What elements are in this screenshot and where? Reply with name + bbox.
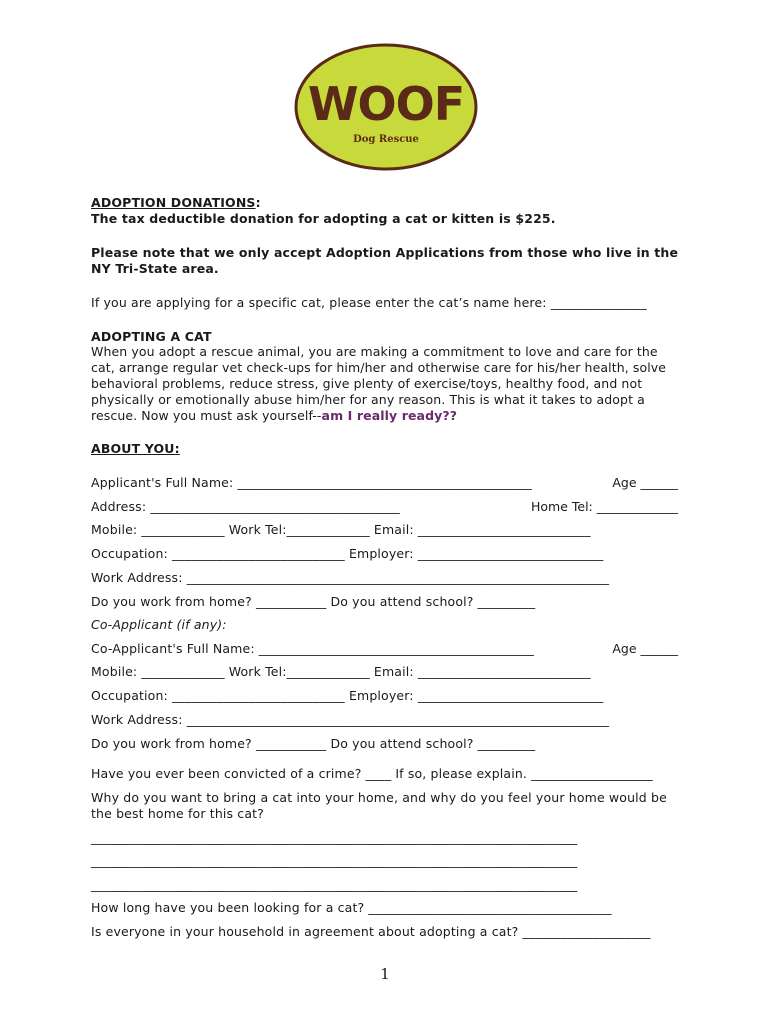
occupation-employer-fields[interactable]: Occupation: ___________________________ Employer: _____________________________ — [91, 546, 604, 561]
applicant-name-field[interactable]: Applicant's Full Name: ______________________________________________ — [91, 475, 532, 490]
work-address-field[interactable]: Work Address: __________________________________________________________________ — [91, 570, 610, 585]
co-work-address-field[interactable]: Work Address: __________________________________________________________________ — [91, 712, 610, 727]
address-field[interactable]: Address: _______________________________________ — [91, 499, 400, 514]
about-you-heading: ABOUT YOU: — [91, 441, 180, 456]
co-applicant-name-field[interactable]: Co-Applicant's Full Name: ___________________________________________ — [91, 641, 534, 656]
why-question-line1: Why do you want to bring a cat into your home, and why do you feel your home would be — [91, 790, 667, 805]
household-agreement-field[interactable]: Is everyone in your household in agreement about adopting a cat? ____________________ — [91, 924, 651, 939]
page-number: 1 — [380, 965, 390, 983]
adopting-emphasis: am I really ready?? — [321, 408, 458, 423]
why-answer-blank-1[interactable]: ____________________________________________________________________________ — [91, 830, 578, 845]
svg-text:Dog Rescue: Dog Rescue — [353, 134, 419, 145]
co-mobile-worktel-email-fields[interactable]: Mobile: _____________ Work Tel:_____________ Email: ___________________________ — [91, 664, 591, 679]
co-occupation-employer-fields[interactable]: Occupation: ___________________________ Employer: _____________________________ — [91, 688, 604, 703]
mobile-worktel-email-fields[interactable]: Mobile: _____________ Work Tel:_____________ Email: ___________________________ — [91, 522, 591, 537]
home-tel-field[interactable]: Home Tel: _____________ — [531, 499, 678, 514]
donations-heading-line — [91, 195, 261, 210]
adopting-body-text: When you adopt a rescue animal, you are making a commitment to love and care for the cat, arrange regular vet check-ups for him/her and otherwise care for his/her health, solve behavioral problems, reduce stress, give plenty of exercise/toys, healthy food, and not physically or emotionally abuse him/her for any reason. This is what it takes to adopt a rescue. Now you must ask yourself-- — [91, 344, 667, 423]
donation-amount: The tax deductible donation for adopting a cat or kitten is $225. — [91, 211, 556, 226]
how-long-looking-field[interactable]: How long have you been looking for a cat? ______________________________________ — [91, 900, 612, 915]
work-from-home-school-fields[interactable]: Do you work from home? ___________ Do you attend school? _________ — [91, 594, 536, 609]
co-applicant-age-field[interactable]: Age ______ — [612, 641, 678, 656]
why-answer-blank-2[interactable]: ____________________________________________________________________________ — [91, 853, 578, 868]
co-work-from-home-school-fields[interactable]: Do you work from home? ___________ Do you attend school? _________ — [91, 736, 536, 751]
tri-state-note-line2: NY Tri-State area. — [91, 261, 219, 276]
specific-cat-field[interactable]: If you are applying for a specific cat, please enter the cat’s name here: _______________ — [91, 295, 647, 310]
woof-dog-rescue-logo — [293, 42, 479, 172]
co-applicant-heading: Co-Applicant (if any): — [91, 617, 227, 632]
why-question-line2: the best home for this cat? — [91, 806, 264, 821]
crime-question-field[interactable]: Have you ever been convicted of a crime? ____ If so, please explain. ___________________ — [91, 766, 653, 781]
adopting-heading: ADOPTING A CAT — [91, 329, 212, 344]
applicant-age-field[interactable]: Age ______ — [612, 475, 678, 490]
adopting-body — [91, 344, 681, 424]
why-answer-blank-3[interactable]: ____________________________________________________________________________ — [91, 877, 578, 892]
donations-heading: ADOPTION DONATIONS — [91, 195, 256, 210]
tri-state-note-line1: Please note that we only accept Adoption Applications from those who live in the — [91, 245, 679, 260]
svg-text:WOOF: WOOF — [307, 77, 465, 131]
donations-heading-colon: : — [255, 195, 261, 210]
